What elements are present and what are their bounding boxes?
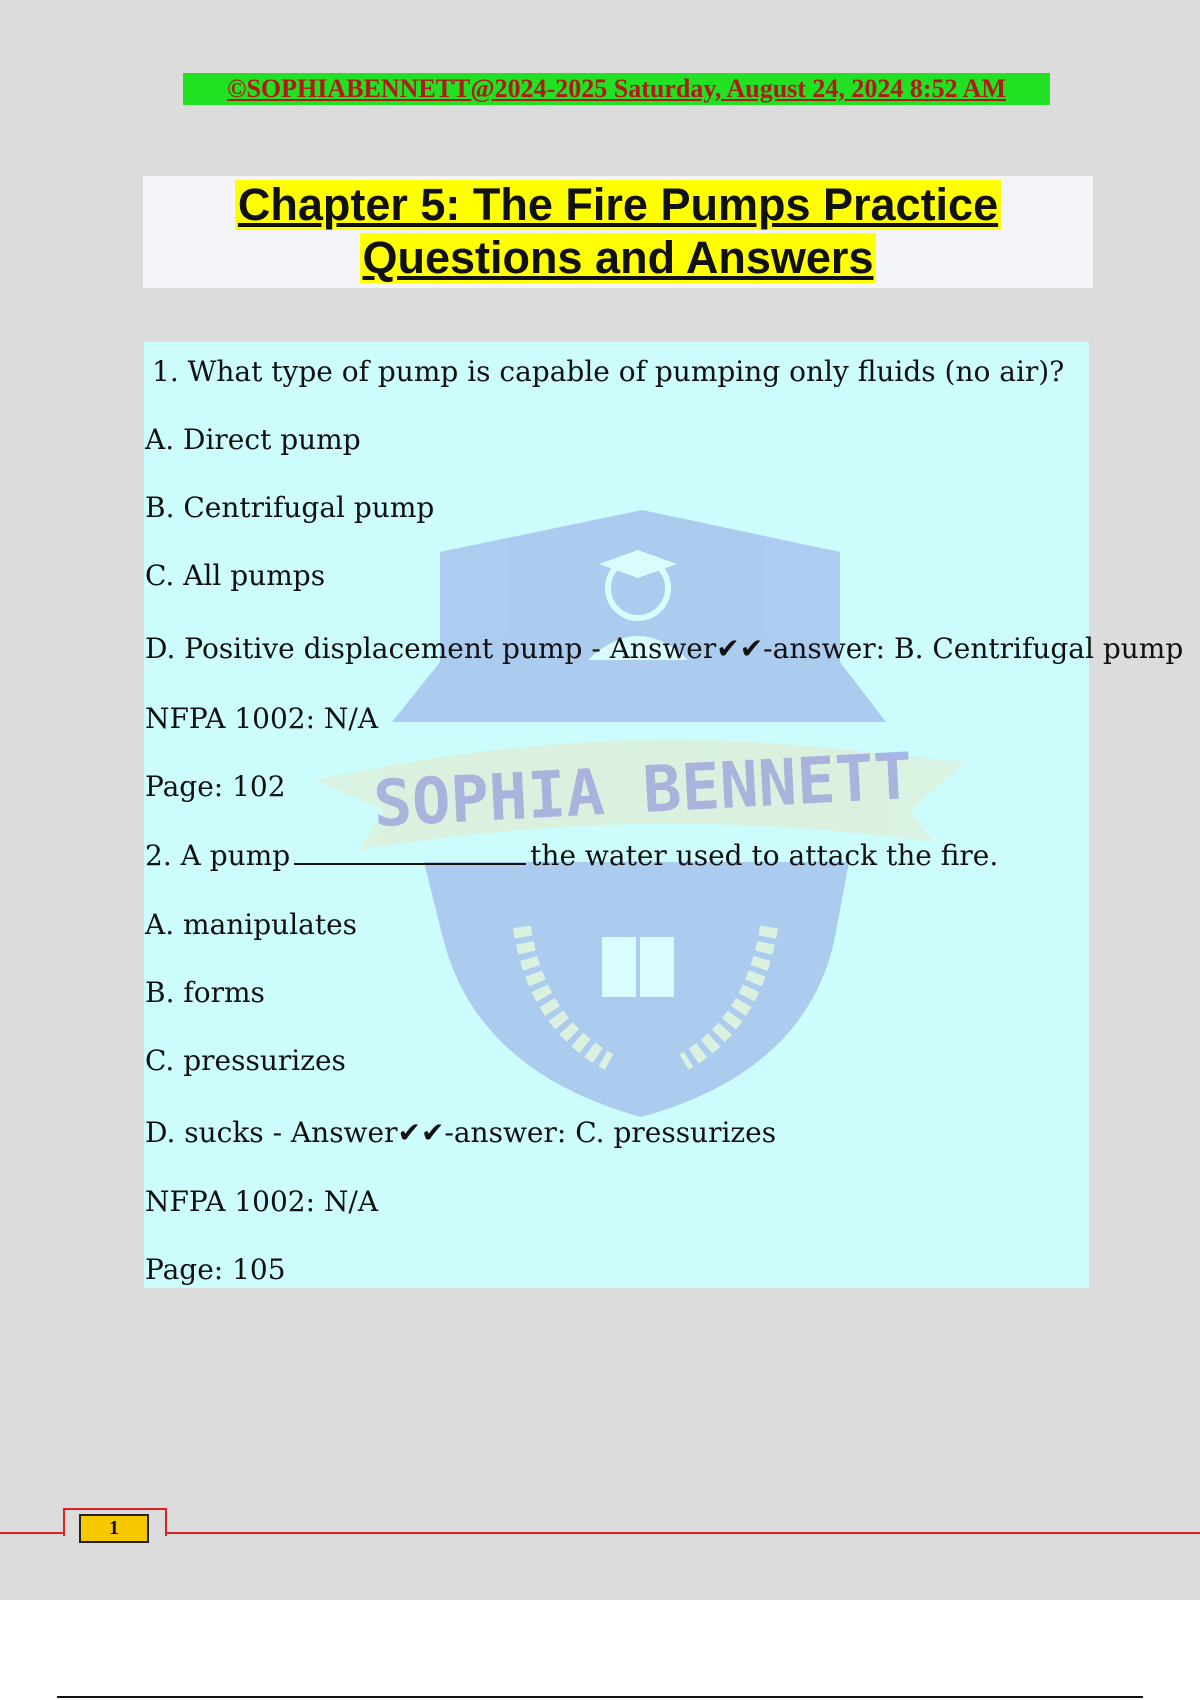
- question-2-page: Page: 105: [145, 1253, 286, 1286]
- question-1-page: Page: 102: [145, 770, 286, 803]
- graduate-cap-icon: [599, 550, 677, 578]
- ribbon-banner: [314, 740, 964, 850]
- question-2-end: the water used to attack the fire.: [530, 839, 999, 872]
- question-1-option-a: A. Direct pump: [145, 423, 361, 456]
- title-box: [143, 176, 1093, 288]
- fill-in-blank: [294, 841, 526, 865]
- questions-box: [144, 342, 1184, 1288]
- question-2-option-d-answer: D. sucks - Answer✔✔-answer: C. pressurizes: [145, 1116, 777, 1149]
- laurel-right-icon: [684, 927, 769, 1062]
- open-book-left-icon: [602, 937, 636, 997]
- question-1-option-c: C. All pumps: [145, 559, 326, 592]
- watermark-text: SOPHIA BENNETT: [371, 739, 915, 843]
- question-1-option-b: B. Centrifugal pump: [145, 491, 435, 524]
- page-title-line-1: Chapter 5: The Fire Pumps Practice: [235, 180, 1001, 230]
- question-2-option-c: C. pressurizes: [145, 1044, 346, 1077]
- mortarboard-shape: [392, 510, 886, 722]
- next-page-rule: [57, 1696, 1143, 1698]
- graduate-head-icon: [608, 558, 668, 618]
- open-book-right-icon: [640, 937, 674, 997]
- question-2-start: 2. A pump: [145, 839, 291, 872]
- question-1-option-d-answer: D. Positive displacement pump - Answer✔✔-answer: B. Centrifugal pump: [145, 632, 1184, 665]
- page-number: 1: [79, 1514, 149, 1543]
- question-1: 1. What type of pump is capable of pumping only fluids (no air)?: [152, 355, 1065, 388]
- question-2-option-b: B. forms: [145, 976, 265, 1009]
- question-2-nfpa: NFPA 1002: N/A: [145, 1185, 379, 1218]
- question-2: [145, 839, 998, 873]
- footer-rule: [0, 1532, 1200, 1534]
- page-title-line-2: Questions and Answers: [360, 233, 877, 283]
- header-stamp: ©SOPHIABENNETT@2024-2025 Saturday, August 24, 2024 8:52 AM: [183, 73, 1050, 105]
- question-2-option-a: A. manipulates: [145, 908, 358, 941]
- crest-shield: [424, 862, 849, 1117]
- laurel-left-icon: [522, 927, 609, 1062]
- question-1-nfpa: NFPA 1002: N/A: [145, 702, 379, 735]
